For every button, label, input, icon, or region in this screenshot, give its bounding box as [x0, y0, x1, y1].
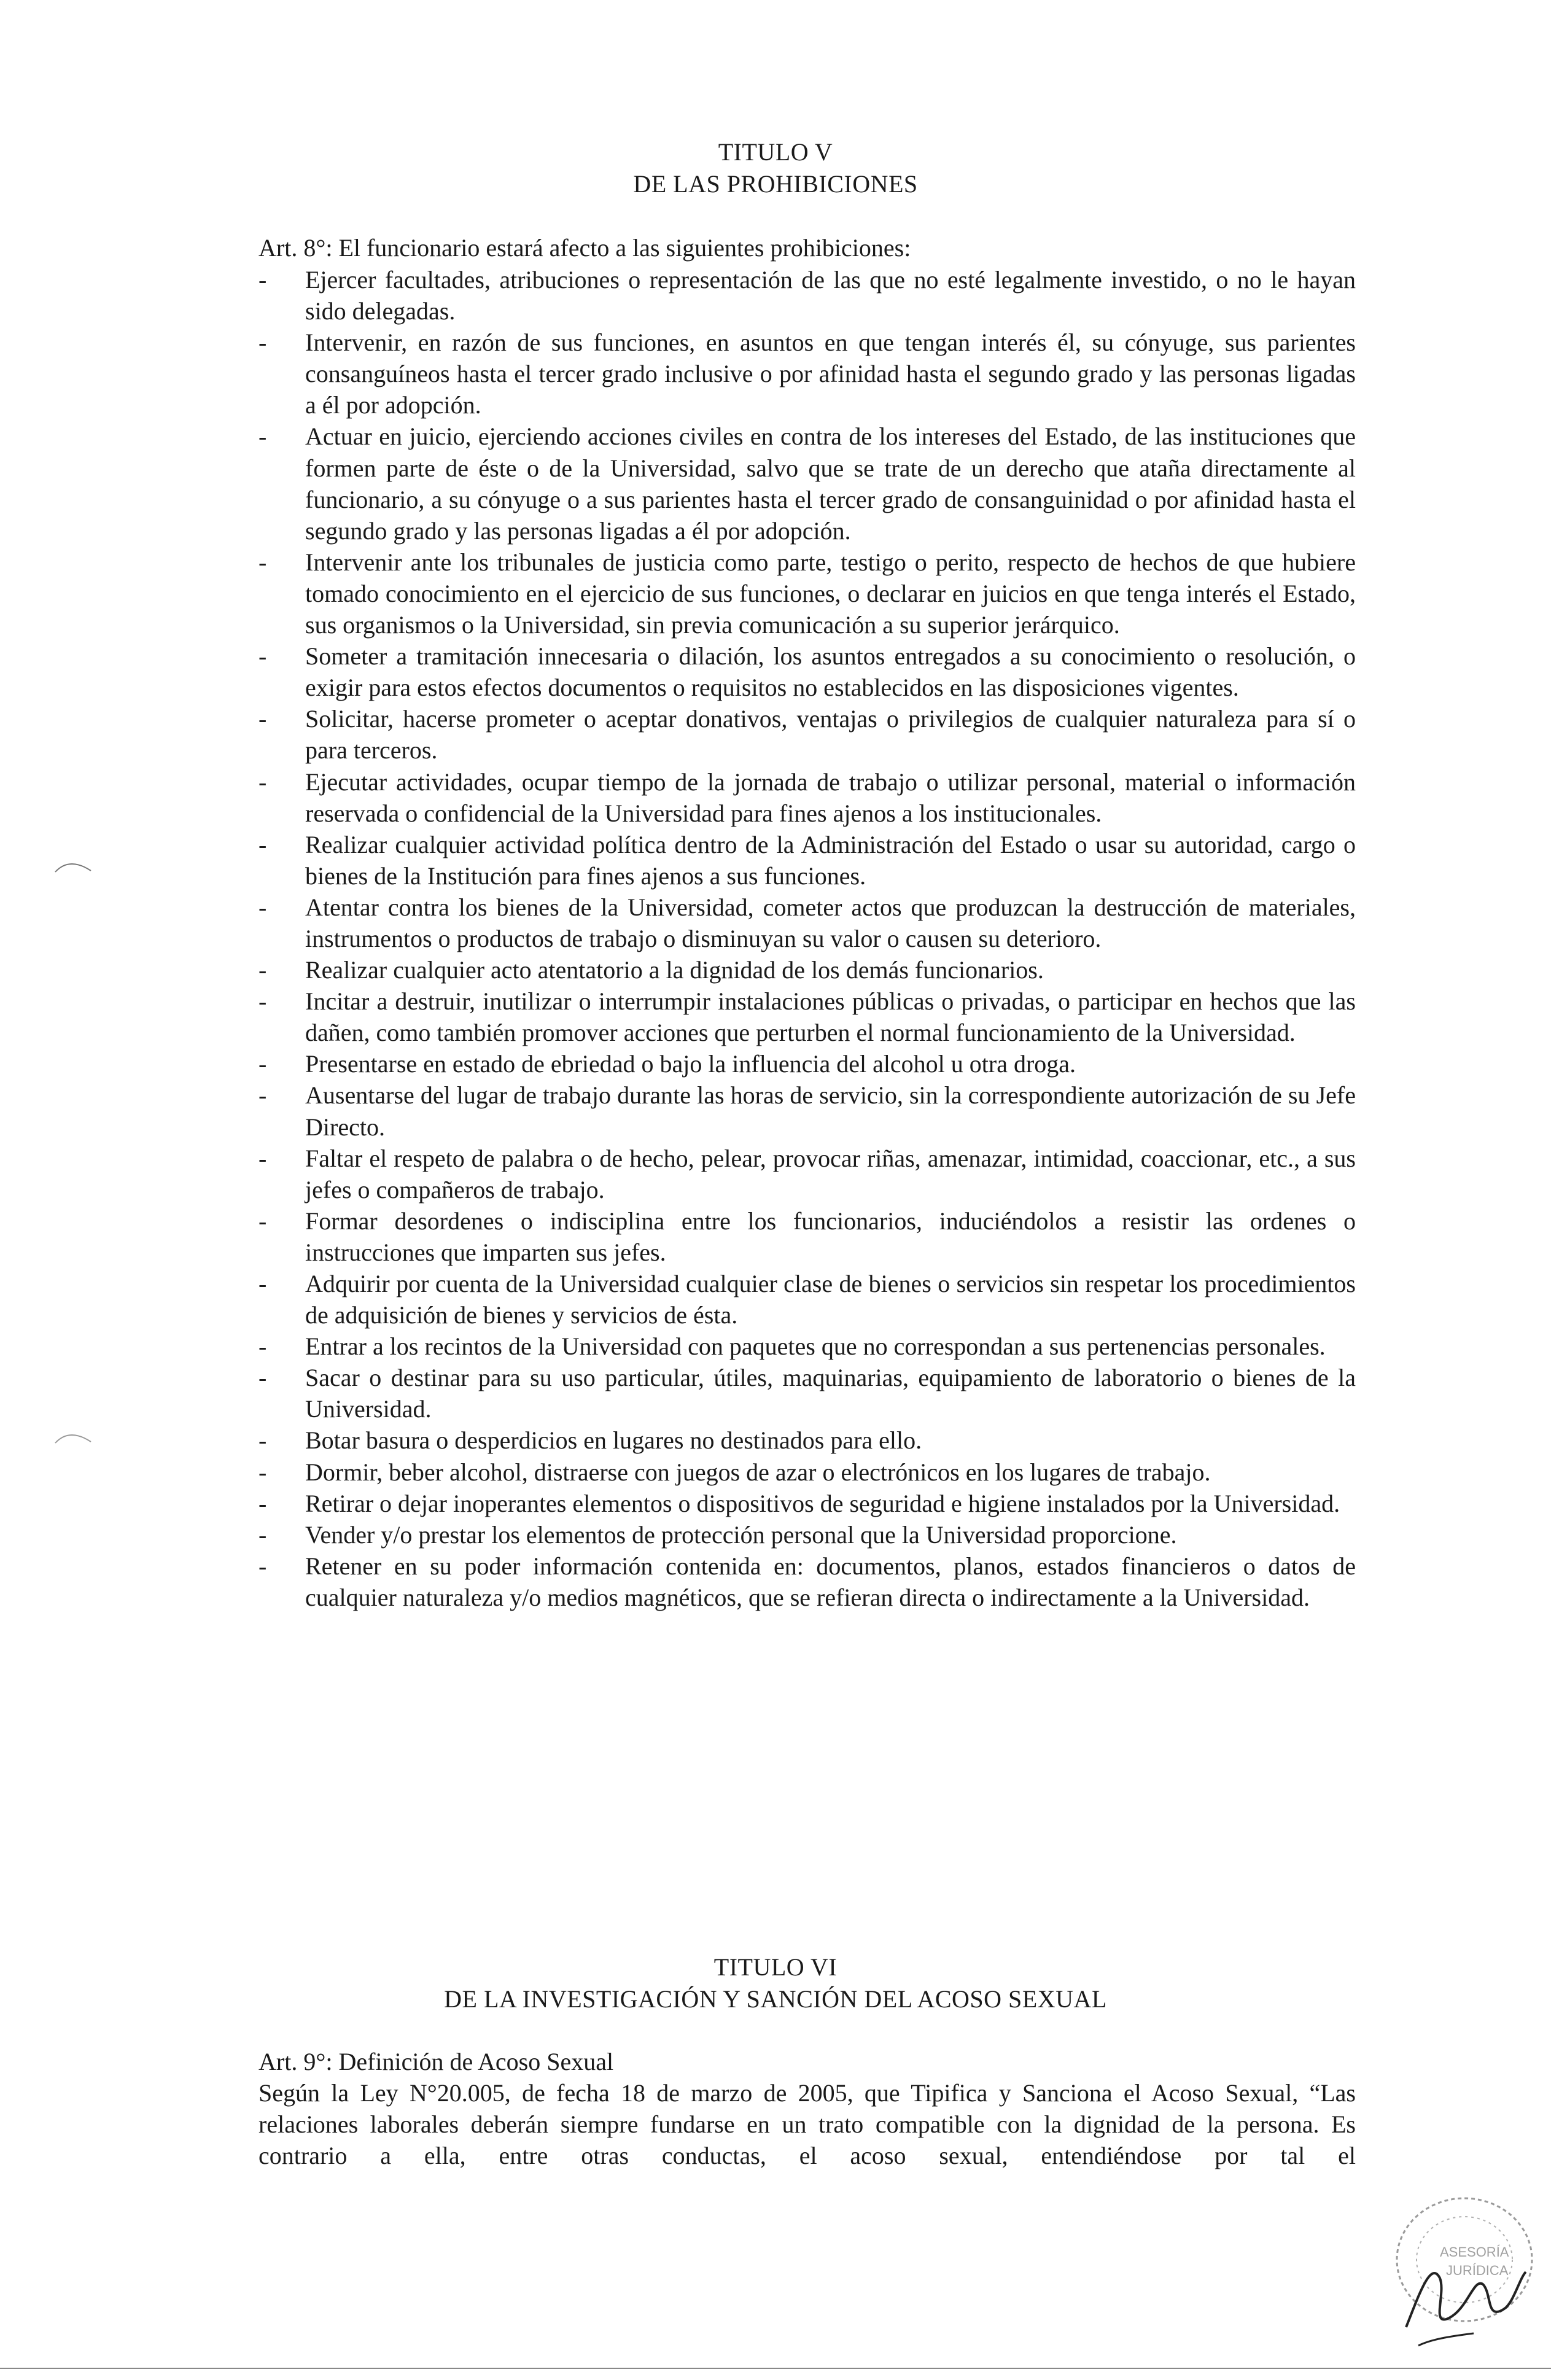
prohibition-text: Faltar el respeto de palabra o de hecho, pelear, provocar riñas, amenazar, intimidad, coaccionar, etc., a sus jefes o compañeros de trabajo. [305, 1144, 1356, 1204]
prohibition-item [258, 640, 1356, 703]
prohibitions-list [258, 264, 1356, 1613]
prohibition-item [258, 1488, 1356, 1519]
list-dash: - [258, 987, 267, 1016]
article-9-body: Según la Ley N°20.005, de fecha 18 de marzo de 2005, que Tipifica y Sanciona el Acoso Sexual, “Las relaciones laborales deberán siempre fundarse en un trato compatible con la dignidad de la persona. Es contrario a ella, entre otras conductas, el acoso sexual, entendiéndose por tal el [258, 2079, 1356, 2169]
list-dash: - [258, 893, 267, 921]
article-9-title: Definición de Acoso Sexual [338, 2048, 614, 2075]
list-dash: - [258, 1520, 267, 1549]
margin-punch-mark [54, 854, 97, 878]
list-dash: - [258, 956, 267, 984]
prohibition-item [258, 1079, 1356, 1142]
page-bottom-rule [0, 2368, 1551, 2369]
prohibition-text: Botar basura o desperdicios en lugares no destinados para ello. [305, 1426, 922, 1455]
prohibition-item [258, 1425, 1356, 1456]
prohibition-item [258, 1550, 1356, 1613]
prohibition-text: Ejercer facultades, atribuciones o representación de las que no esté legalmente investido, o no le hayan sido delegadas. [305, 266, 1356, 325]
prohibition-text: Retirar o dejar inoperantes elementos o dispositivos de seguridad e higiene instalados por la Universidad. [305, 1489, 1340, 1517]
list-dash: - [258, 1270, 267, 1297]
prohibition-text: Vender y/o prestar los elementos de protección personal que la Universidad proporcione. [305, 1520, 1177, 1549]
article-8-intro [258, 232, 1356, 263]
list-dash: - [258, 1081, 267, 1110]
list-dash: - [258, 1207, 267, 1235]
prohibition-item [258, 1205, 1356, 1268]
prohibition-text: Solicitar, hacerse prometer o aceptar donativos, ventajas o privilegios de cualquier naturaleza para sí o para terceros. [305, 705, 1356, 764]
prohibition-text: Formar desordenes o indisciplina entre los funcionarios, induciéndolos a resistir las ordenes o instrucciones que imparten sus jefes. [305, 1207, 1356, 1266]
prohibition-text: Adquirir por cuenta de la Universidad cualquier clase de bienes o servicios sin respetar los procedimientos de adquisición de bienes y servicios de ésta. [305, 1270, 1356, 1329]
prohibition-item [258, 1048, 1356, 1079]
svg-text:ASESORÍA: ASESORÍA [1440, 2244, 1509, 2260]
prohibition-text: Intervenir ante los tribunales de justicia como parte, testigo o perito, respecto de hechos de que hubiere tomado conocimiento en el ejercicio de sus funciones, o declarar en juicios en que tenga interés el Estado, sus organismos o la Universidad, sin previa comunicación a su superior jerárquico. [305, 548, 1356, 639]
prohibition-item [258, 1331, 1356, 1362]
prohibition-item [258, 327, 1356, 421]
prohibition-item [258, 892, 1356, 954]
prohibition-item [258, 264, 1356, 327]
prohibition-text: Entrar a los recintos de la Universidad con paquetes que no correspondan a sus pertenencias personales. [305, 1332, 1326, 1361]
prohibition-text: Sacar o destinar para su uso particular, útiles, maquinarias, equipamiento de laboratorio o bienes de la Universidad. [305, 1364, 1356, 1423]
prohibition-item [258, 1268, 1356, 1331]
list-dash: - [258, 1426, 267, 1455]
list-dash: - [258, 1332, 267, 1361]
list-dash: - [258, 830, 267, 858]
prohibition-text: Ejecutar actividades, ocupar tiempo de la jornada de trabajo o utilizar personal, material o información reservada o confidencial de la Universidad para fines ajenos a los institucionales. [305, 768, 1356, 827]
prohibition-item [258, 546, 1356, 640]
list-dash: - [258, 1458, 267, 1486]
margin-punch-mark [54, 1425, 97, 1449]
article-8-label: Art. 8°: [258, 234, 333, 262]
prohibition-text: Actuar en juicio, ejerciendo acciones civiles en contra de los intereses del Estado, de las instituciones que formen parte de éste o de la Universidad, salvo que se trate de un derecho que ataña directamente al funcionario, a su cónyuge o a sus parientes hasta el tercer grado de consanguinidad o por afinidad hasta el segundo grado y las personas ligadas a él por adopción. [305, 422, 1356, 545]
prohibition-text: Incitar a destruir, inutilizar o interrumpir instalaciones públicas o privadas, o participar en hechos que las dañen, como también promover acciones que perturben el normal funcionamiento de la Universidad. [305, 987, 1356, 1047]
list-dash: - [258, 1364, 267, 1392]
prohibition-item [258, 829, 1356, 892]
title-v-number: TITULO V [718, 138, 833, 166]
prohibition-text: Someter a tramitación innecesaria o dilación, los asuntos entregados a su conocimiento o resolución, o exigir para estos efectos documentos o requisitos no establecidos en las disposiciones vigentes. [305, 642, 1356, 702]
prohibition-item [258, 1362, 1356, 1425]
list-dash: - [258, 329, 267, 357]
seal-stamp-with-signature [1382, 2186, 1541, 2358]
prohibition-text: Intervenir, en razón de sus funciones, en asuntos en que tengan interés él, su cónyuge, sus parientes consanguíneos hasta el tercer grado inclusive o por afinidad hasta el segundo grado y las personas ligadas a él por adopción. [305, 329, 1356, 419]
article-9-heading [258, 2046, 1356, 2077]
list-dash: - [258, 548, 267, 576]
prohibition-text: Atentar contra los bienes de la Universidad, cometer actos que produzcan la destrucción de materiales, instrumentos o productos de trabajo o disminuyan su valor o causen su deterioro. [305, 893, 1356, 952]
prohibition-item [258, 1143, 1356, 1205]
list-dash: - [258, 1050, 267, 1078]
prohibition-text: Ausentarse del lugar de trabajo durante las horas de servicio, sin la correspondiente autorización de su Jefe Directo. [305, 1081, 1356, 1141]
list-dash: - [258, 705, 267, 733]
list-dash: - [258, 1489, 267, 1517]
list-dash: - [258, 266, 267, 294]
prohibition-item [258, 954, 1356, 986]
prohibition-item [258, 1519, 1356, 1550]
prohibition-item [258, 703, 1356, 766]
article-8-intro-text: El funcionario estará afecto a las siguientes prohibiciones: [338, 234, 911, 262]
list-dash: - [258, 1552, 267, 1580]
title-v-name: DE LAS PROHIBICIONES [633, 170, 918, 198]
prohibition-text: Presentarse en estado de ebriedad o bajo la influencia del alcohol u otra droga. [305, 1050, 1076, 1078]
prohibition-text: Realizar cualquier actividad política dentro de la Administración del Estado o usar su autoridad, cargo o bienes de la Institución para fines ajenos a sus funciones. [305, 830, 1356, 890]
prohibition-text: Dormir, beber alcohol, distraerse con juegos de azar o electrónicos en los lugares de trabajo. [305, 1458, 1211, 1486]
list-dash: - [258, 768, 267, 796]
article-9-label: Art. 9°: [258, 2048, 333, 2075]
list-dash: - [258, 1144, 267, 1172]
prohibition-item [258, 766, 1356, 829]
prohibition-item [258, 421, 1356, 546]
prohibition-item [258, 1456, 1356, 1488]
prohibition-text: Retener en su poder información contenida en: documentos, planos, estados financieros o datos de cualquier naturaleza y/o medios magnéticos, que se refieran directa o indirectamente a la Universidad. [305, 1552, 1356, 1611]
title-vi-name: DE LA INVESTIGACIÓN Y SANCIÓN DEL ACOSO SEXUAL [444, 1985, 1107, 2013]
list-dash: - [258, 642, 267, 671]
prohibition-text: Realizar cualquier acto atentatorio a la dignidad de los demás funcionarios. [305, 956, 1044, 984]
prohibition-item [258, 986, 1356, 1048]
list-dash: - [258, 422, 267, 451]
svg-text:JURÍDICA: JURÍDICA [1446, 2263, 1509, 2278]
title-vi-number: TITULO VI [713, 1953, 838, 1981]
